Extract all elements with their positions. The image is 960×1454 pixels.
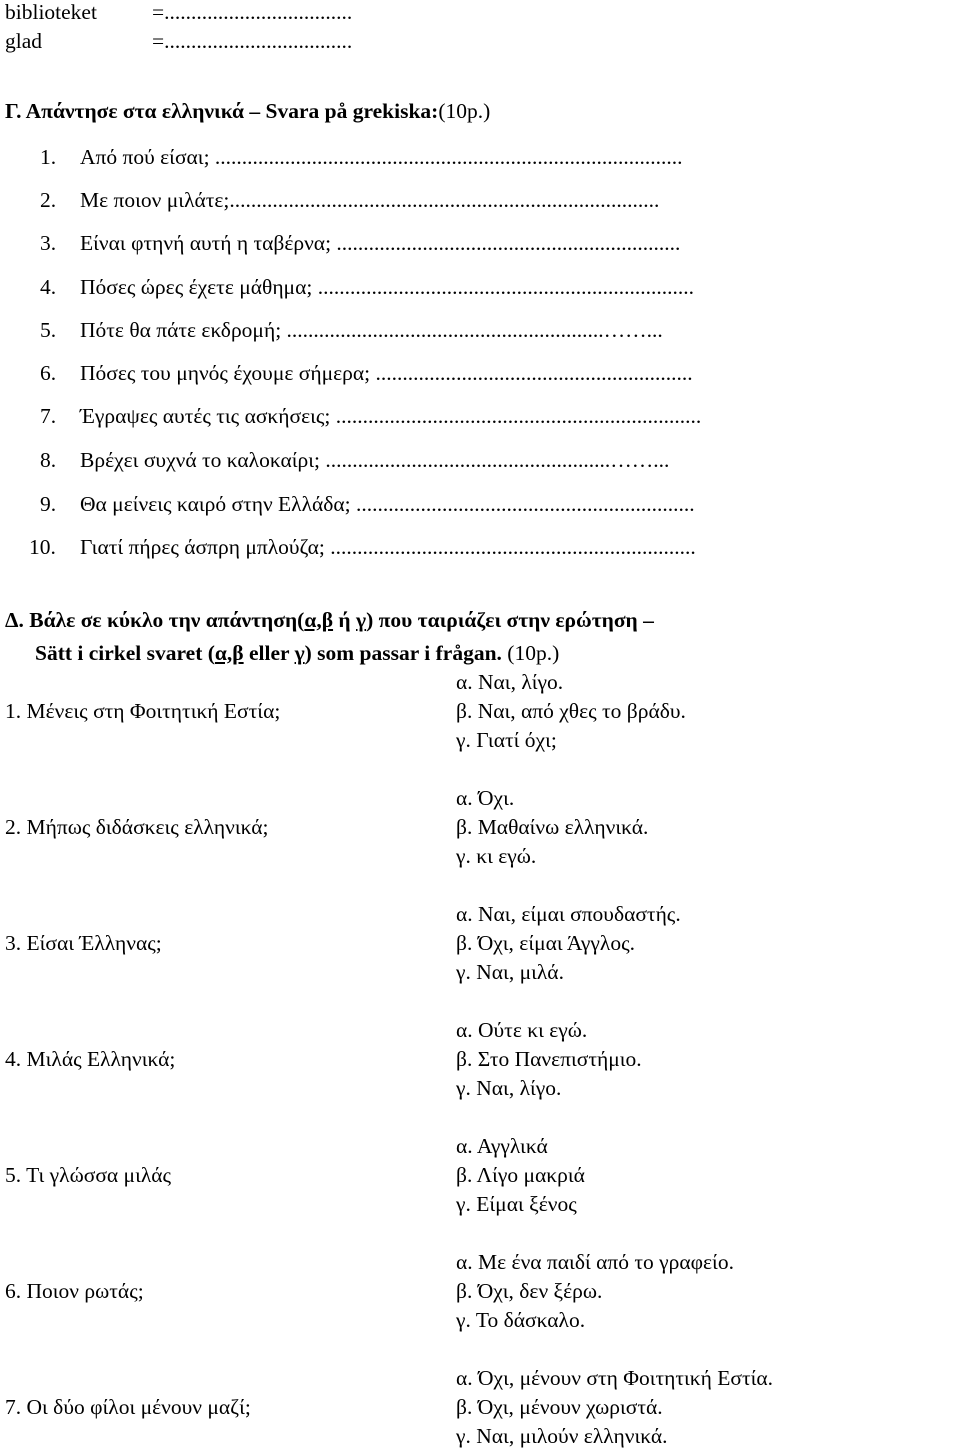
question-number: 5. (40, 318, 57, 342)
option-c[interactable]: γ. Ναι, μιλά. (456, 960, 564, 984)
match-question: 7. Οι δύο φίλοι μένουν μαζί; (5, 1395, 251, 1419)
option-a[interactable]: α. Ναι, είμαι σπουδαστής. (456, 902, 681, 926)
option-a[interactable]: α. Ούτε κι εγώ. (456, 1018, 588, 1042)
question-answer-line[interactable]: Θα μείνεις καιρό στην Ελλάδα; ............................................................... (80, 492, 695, 516)
vocab-word: biblioteket (5, 0, 97, 24)
option-c[interactable]: γ. Ναι, μιλούν ελληνικά. (456, 1424, 668, 1448)
question-answer-line[interactable]: Πόσες του μηνός έχουμε σήμερα; ........................................................... (80, 361, 693, 385)
option-a[interactable]: α. Όχι. (456, 786, 515, 810)
section-d-title (5, 610, 654, 632)
section-d-sub-suffix: ) som passar i frågan. (304, 641, 502, 665)
section-d-title-prefix: Δ. Βάλε σε κύκλο την απάντηση( (5, 608, 305, 632)
section-g-title (5, 101, 490, 123)
option-c[interactable]: γ. Ναι, λίγο. (456, 1076, 562, 1100)
vocab-word: glad (5, 29, 43, 53)
question-answer-line[interactable]: Με ποιον μιλάτε;................................................................................ (80, 188, 660, 212)
question-number: 10. (29, 535, 56, 559)
section-g-heading: Γ. Απάντησε στα ελληνικά – Svara på grekiska: (5, 99, 439, 123)
question-number: 8. (40, 448, 57, 472)
section-d-subtitle (35, 643, 559, 665)
option-c[interactable]: γ. κι εγώ. (456, 844, 537, 868)
option-b[interactable]: β. Στο Πανεπιστήμιο. (456, 1047, 642, 1071)
option-b[interactable]: β. Όχι, μένουν χωριστά. (456, 1395, 663, 1419)
match-question: 1. Μένεις στη Φοιτητική Εστία; (5, 699, 281, 723)
question-number: 1. (40, 145, 57, 169)
option-a[interactable]: α. Ναι, λίγο. (456, 670, 564, 694)
match-question: 4. Μιλάς Ελληνικά; (5, 1047, 176, 1071)
vocab-blank[interactable]: =................................... (152, 0, 353, 24)
match-question: 2. Μήπως διδάσκεις ελληνικά; (5, 815, 269, 839)
option-b[interactable]: β. Λίγο μακριά (456, 1163, 585, 1187)
section-d-title-g: γ (356, 608, 367, 632)
option-a[interactable]: α. Όχι, μένουν στη Φοιτητική Εστία. (456, 1366, 774, 1390)
section-d-title-or: ή (333, 608, 357, 632)
vocab-blank[interactable]: =................................... (152, 29, 353, 53)
section-d-title-ab: α,β (304, 608, 334, 632)
section-d-points: (10p.) (501, 641, 560, 665)
question-answer-line[interactable]: Έγραψες αυτές τις ασκήσεις; .................................................................... (80, 404, 702, 428)
section-d-sub-g: γ (294, 641, 305, 665)
question-answer-line[interactable]: Από πού είσαι; ....................................................................................... (80, 145, 683, 169)
question-number: 2. (40, 188, 57, 212)
question-answer-line[interactable]: Γιατί πήρες άσπρη μπλούζα; .................................................................... (80, 535, 696, 559)
option-c[interactable]: γ. Το δάσκαλο. (456, 1308, 586, 1332)
option-b[interactable]: β. Ναι, από χθες το βράδυ. (456, 699, 686, 723)
section-g-points: (10p.) (438, 99, 491, 123)
match-question: 5. Τι γλώσσα μιλάς (5, 1163, 172, 1187)
option-c[interactable]: γ. Είμαι ξένος (456, 1192, 577, 1216)
match-question: 3. Είσαι Έλληνας; (5, 931, 162, 955)
question-number: 9. (40, 492, 57, 516)
match-question: 6. Ποιον ρωτάς; (5, 1279, 144, 1303)
question-number: 3. (40, 231, 57, 255)
option-b[interactable]: β. Μαθαίνω ελληνικά. (456, 815, 649, 839)
section-d-sub-ab: α,β (214, 641, 244, 665)
option-a[interactable]: α. Αγγλικά (456, 1134, 548, 1158)
question-number: 6. (40, 361, 57, 385)
question-answer-line[interactable]: Πότε θα πάτε εκδρομή; ...........................................................……... (80, 318, 663, 342)
question-answer-line[interactable]: Πόσες ώρες έχετε μάθημα; ...................................................................... (80, 275, 694, 299)
question-answer-line[interactable]: Είναι φτηνή αυτή η ταβέρνα; ................................................................ (80, 231, 681, 255)
section-d-title-suffix: ) που ταιριάζει στην ερώτηση – (366, 608, 654, 632)
question-answer-line[interactable]: Βρέχει συχνά το καλοκαίρι; .....................................................……... (80, 448, 670, 472)
option-b[interactable]: β. Όχι, δεν ξέρω. (456, 1279, 603, 1303)
question-number: 4. (40, 275, 57, 299)
question-number: 7. (40, 404, 57, 428)
option-b[interactable]: β. Όχι, είμαι Άγγλος. (456, 931, 635, 955)
option-a[interactable]: α. Με ένα παιδί από το γραφείο. (456, 1250, 734, 1274)
section-d-sub-prefix: Sätt i cirkel svaret ( (35, 641, 215, 665)
option-c[interactable]: γ. Γιατί όχι; (456, 728, 557, 752)
section-d-sub-eller: eller (243, 641, 295, 665)
